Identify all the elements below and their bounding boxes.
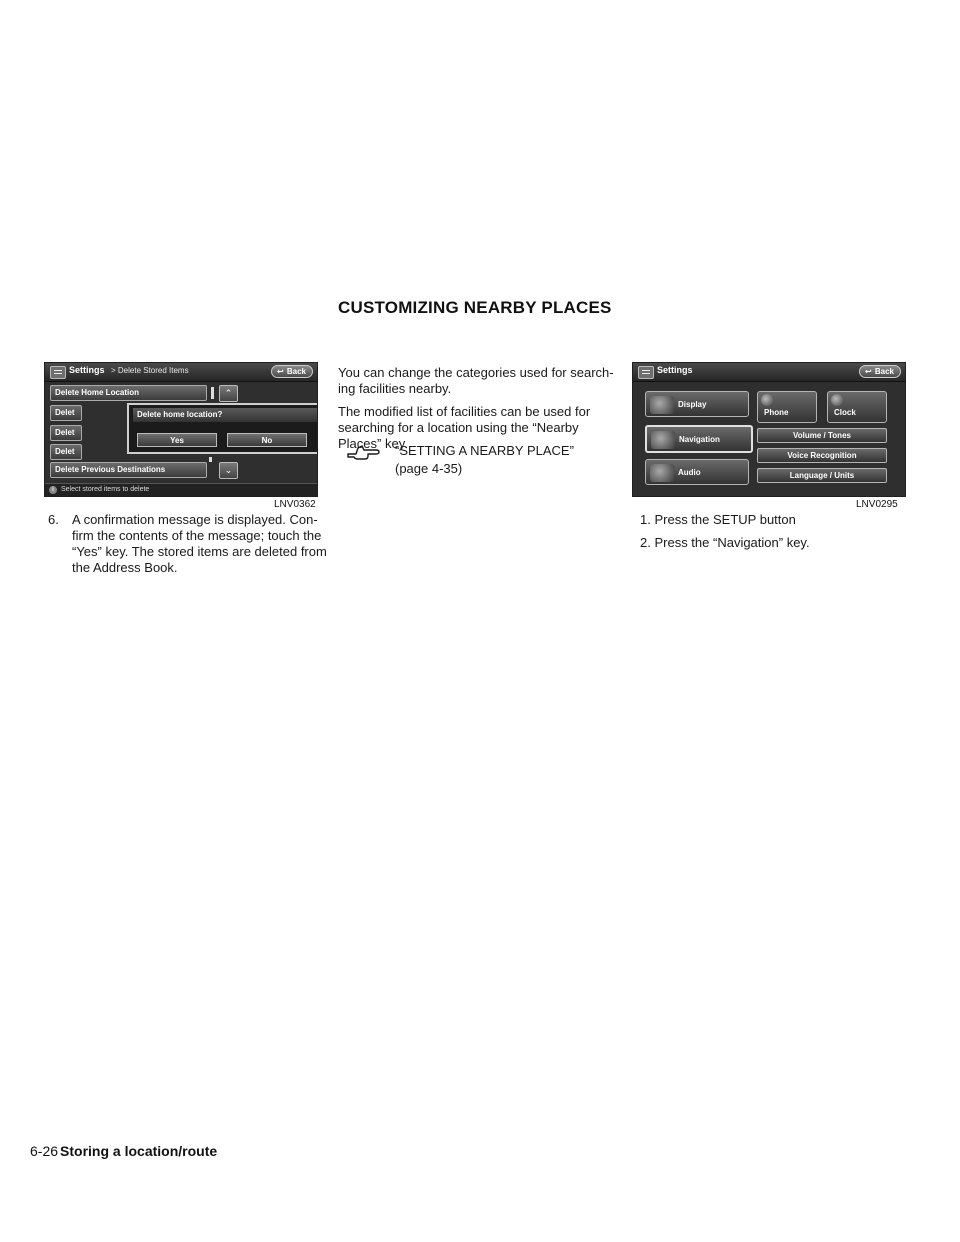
confirm-dialog (127, 403, 318, 454)
display-label: Display (678, 400, 707, 409)
phone-icon (761, 394, 773, 406)
display-button[interactable] (645, 391, 749, 417)
step-6-number: 6. (48, 512, 59, 527)
menu-icon (50, 366, 66, 379)
yes-button[interactable]: Yes (137, 433, 217, 447)
display-icon (650, 396, 674, 414)
step-6-line: firm the contents of the message; touch the (72, 528, 322, 543)
clock-button[interactable] (827, 391, 887, 423)
breadcrumb: > Delete Stored Items (111, 366, 189, 375)
navigation-label: Navigation (679, 435, 720, 444)
no-button[interactable]: No (227, 433, 307, 447)
page-number: 6-26 (30, 1143, 59, 1159)
para-line: The modified list of facilities can be used for (338, 404, 591, 419)
screen-title: Settings (657, 365, 693, 375)
clock-icon (831, 394, 843, 406)
clock-label: Clock (834, 408, 856, 417)
back-arrow-icon: ↩ (865, 367, 872, 376)
step-6-line: A confirmation message is displayed. Con- (72, 512, 318, 527)
delete-item-button[interactable]: Delet (50, 405, 82, 421)
step-2-number: 2. (640, 535, 651, 550)
language-units-button[interactable]: Language / Units (757, 468, 887, 483)
voice-recognition-button[interactable]: Voice Recognition (757, 448, 887, 463)
chapter-title: Storing a location/route (60, 1143, 218, 1159)
intro-line: ing facilities nearby. (338, 381, 452, 396)
back-label: Back (874, 367, 894, 376)
reference-hand-icon (346, 442, 382, 462)
status-text: Select stored items to delete (61, 486, 150, 493)
status-bar (45, 483, 317, 496)
volume-tones-button[interactable]: Volume / Tones (757, 428, 887, 443)
dialog-message: Delete home location? (133, 408, 317, 422)
delete-item-button[interactable]: Delet (50, 444, 82, 460)
phone-button[interactable] (757, 391, 817, 423)
figure-label-left: LNV0362 (274, 499, 316, 510)
audio-label: Audio (678, 468, 701, 477)
menu-icon (638, 366, 654, 379)
audio-icon (650, 464, 674, 482)
screenshot-delete-stored-items (44, 362, 318, 497)
top-bar (45, 363, 317, 382)
info-icon: i (49, 486, 57, 494)
scroll-down-button[interactable]: ⌄ (219, 462, 238, 479)
step-6-line: “Yes” key. The stored items are deleted from (72, 544, 327, 559)
scrollbar-track (211, 387, 214, 399)
para-line: Places” key. (338, 436, 408, 451)
phone-label: Phone (764, 408, 789, 417)
navigation-button[interactable] (645, 425, 753, 453)
screenshot-settings-menu (632, 362, 906, 497)
intro-line: You can change the categories used for search- (338, 365, 614, 380)
step-2-text: Press the “Navigation” key. (654, 535, 810, 550)
top-bar (633, 363, 905, 382)
step-1-number: 1. (640, 512, 651, 527)
intro-paragraph (338, 365, 614, 397)
step-6-line: the Address Book. (72, 560, 178, 575)
page-footer (30, 1143, 217, 1159)
screen-title: Settings (69, 365, 105, 375)
back-button[interactable] (859, 365, 901, 378)
step-2 (640, 535, 810, 551)
back-arrow-icon: ↩ (277, 367, 284, 376)
section-title: CUSTOMIZING NEARBY PLACES (338, 298, 612, 317)
scrollbar-thumb[interactable] (209, 457, 212, 462)
reference-link[interactable] (395, 442, 574, 478)
back-button[interactable] (271, 365, 313, 378)
audio-button[interactable] (645, 459, 749, 485)
delete-home-location-button[interactable]: Delete Home Location (50, 385, 207, 401)
step-1 (640, 512, 796, 528)
delete-previous-destinations-button[interactable]: Delete Previous Destinations (50, 462, 207, 478)
figure-label-right: LNV0295 (856, 499, 898, 510)
back-label: Back (286, 367, 306, 376)
step-1-text: Press the SETUP button (654, 512, 796, 527)
reference-page: (page 4-35) (395, 461, 463, 476)
para-line: searching for a location using the “Nearby (338, 420, 579, 435)
scroll-up-button[interactable]: ⌃ (219, 385, 238, 402)
navigation-icon (651, 431, 675, 449)
delete-item-button[interactable]: Delet (50, 425, 82, 441)
reference-title: “SETTING A NEARBY PLACE” (395, 443, 574, 458)
